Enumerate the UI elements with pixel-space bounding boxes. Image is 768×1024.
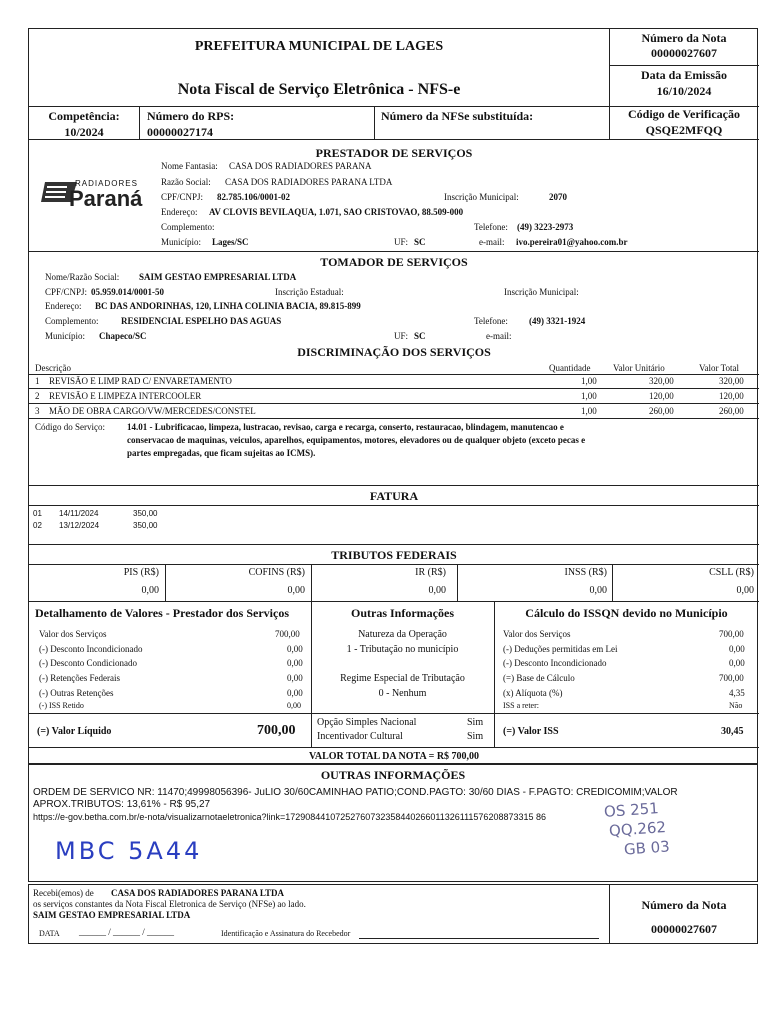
codigo-verificacao-label: Código de Verificação (628, 107, 740, 121)
handwritten-note: OS 251 (603, 799, 660, 821)
parcela-data: 14/11/2024 (59, 509, 99, 518)
inss-label: INSS (R$) (564, 567, 607, 578)
issqn-value: 0,00 (729, 644, 745, 654)
rps-label: Número do RPS: (147, 109, 235, 123)
incentivador-value: Sim (467, 731, 484, 742)
nome-fantasia-label: Nome Fantasia: (161, 161, 218, 171)
tomador-endereco: BC DAS ANDORINHAS, 120, LINHA COLINIA BACIA, 89.815-899 (95, 301, 361, 311)
tomador-cnpj-label: CPF/CNPJ: (45, 287, 88, 297)
tomador-telefone-label: Telefone: (474, 316, 508, 326)
item-number: 3 (35, 406, 40, 416)
header-divider (374, 106, 375, 139)
prestador-endereco-label: Endereço: (161, 207, 198, 217)
simples-value: Sim (467, 717, 484, 728)
recibo-numero: 00000027607 (651, 922, 717, 936)
item-total: 120,00 (719, 391, 744, 401)
inscricao-municipal: 2070 (549, 192, 567, 202)
natureza-value: 1 - Tributação no município (346, 644, 459, 655)
header-divider (139, 106, 140, 139)
tomador-uf-label: UF: (394, 331, 409, 341)
valor-liquido-label: (=) Valor Líquido (37, 726, 112, 737)
issqn-value: 4,35 (729, 688, 745, 698)
data-label: DATA (39, 929, 60, 938)
logo-text: Paraná (69, 186, 143, 211)
prestador-complemento-label: Complemento: (161, 222, 215, 232)
issqn-label: (=) Base de Cálculo (503, 673, 575, 683)
assinatura-label: Identificação e Assinatura do Recebedor (221, 929, 351, 938)
issqn-value: 700,00 (719, 673, 744, 683)
issqn-label: (x) Alíquota (%) (503, 688, 563, 698)
handwritten-note: QQ.262 (608, 818, 667, 840)
section-divider (29, 564, 759, 565)
competencia-label: Competência: (48, 109, 120, 123)
detalhe-value: 0,00 (287, 673, 303, 683)
outras-info-title: Outras Informações (351, 606, 454, 620)
header-divider (609, 65, 759, 66)
outras-informacoes-linha1: ORDEM DE SERVICO NR: 11470;49998056396- JuLIO 30/60CAMINHAO PATIO;COND.PAGTO: 30/60 DIAS - F.PAGTO: CREDICOMIM;VALOR (33, 787, 678, 798)
valor-iss-label: (=) Valor ISS (503, 726, 559, 737)
natureza-label: Natureza da Operação (358, 629, 447, 640)
prestador-cnpj: 82.785.106/0001-02 (217, 192, 290, 202)
prestador-email: ivo.pereira01@yahoo.com.br (516, 237, 628, 247)
regime-value: 0 - Nenhum (378, 688, 427, 699)
tomador-email-label: e-mail: (486, 331, 512, 341)
handwritten-note: GB 03 (623, 837, 671, 859)
tomador-complemento-label: Complemento: (45, 316, 99, 326)
prestador-endereco: AV CLOVIS BEVILAQUA, 1.071, SAO CRISTOVAO, 88.509-000 (209, 207, 464, 217)
detalhe-value: 0,00 (287, 688, 303, 698)
section-divider (29, 505, 759, 506)
csll-value: 0,00 (736, 585, 754, 596)
item-unitario: 260,00 (649, 406, 674, 416)
issqn-label: ISS a reter: (503, 701, 539, 710)
item-quantidade: 1,00 (581, 391, 597, 401)
codigo-servico-linha3: partes empregadas, que ficam sujeitas ao ICMS). (127, 448, 316, 458)
prestador-telefone: (49) 3223-2973 (517, 222, 574, 232)
razao-social-label: Razão Social: (161, 177, 211, 187)
detalhe-label: Valor dos Serviços (39, 629, 107, 639)
prestador-uf-label: UF: (394, 237, 409, 247)
prefeitura-title: PREFEITURA MUNICIPAL DE LAGES (194, 39, 444, 54)
item-unitario: 120,00 (649, 391, 674, 401)
handwritten-note-blue: MBC 5A44 (55, 837, 203, 865)
table-divider (29, 418, 759, 419)
section-divider (29, 544, 759, 545)
prestador-telefone-label: Telefone: (474, 222, 508, 232)
item-quantidade: 1,00 (581, 376, 597, 386)
cofins-value: 0,00 (287, 585, 305, 596)
prestador-title: PRESTADOR DE SERVIÇOS (315, 146, 473, 160)
data-emissao: 16/10/2024 (656, 84, 712, 98)
col-descricao: Descrição (35, 363, 71, 373)
table-divider (29, 388, 759, 389)
tomador-cnpj: 05.959.014/0001-50 (91, 287, 164, 297)
tomador-nome-label: Nome/Razão Social: (45, 272, 120, 282)
detalhe-value: 700,00 (275, 629, 300, 639)
valor-total-nota: VALOR TOTAL DA NOTA = R$ 700,00 (308, 751, 480, 762)
section-divider (29, 747, 759, 748)
parcela-valor: 350,00 (133, 521, 158, 530)
detalhe-value: 0,00 (287, 658, 303, 668)
tomador-municipio: Chapeco/SC (99, 331, 147, 341)
recebemos-de: CASA DOS RADIADORES PARANA LTDA (111, 888, 285, 898)
ir-value: 0,00 (428, 585, 446, 596)
item-quantidade: 1,00 (581, 406, 597, 416)
item-unitario: 320,00 (649, 376, 674, 386)
tomador-complemento: RESIDENCIAL ESPELHO DAS AGUAS (121, 316, 282, 326)
data-emissao-label: Data da Emissão (640, 68, 727, 82)
section-divider (29, 485, 759, 486)
detalhe-value: 0,00 (287, 644, 303, 654)
section-divider (29, 601, 759, 602)
prestador-municipio-label: Município: (161, 237, 201, 247)
numero-nota-label: Número da Nota (641, 31, 727, 45)
simples-label: Opção Simples Nacional (317, 717, 417, 728)
prestador-municipio: Lages/SC (212, 237, 249, 247)
incentivador-label: Incentivador Cultural (317, 731, 403, 742)
prestador-cnpj-label: CPF/CNPJ: (161, 192, 204, 202)
issqn-title: Cálculo do ISSQN devido no Município (525, 606, 728, 620)
tomador-municipio-label: Município: (45, 331, 85, 341)
parcela-valor: 350,00 (133, 509, 158, 518)
table-divider (29, 403, 759, 404)
document-title: Nota Fiscal de Serviço Eletrônica - NFS-e (177, 81, 461, 98)
detalhe-label: (-) Desconto Incondicionado (39, 644, 143, 654)
numero-nota: 00000027607 (651, 46, 717, 60)
tomador-title: TOMADOR DE SERVIÇOS (320, 255, 468, 269)
recibo-texto: os serviços constantes da Nota Fiscal Eletronica de Serviço (NFSe) ao lado. (33, 899, 306, 909)
item-total: 260,00 (719, 406, 744, 416)
valor-liquido: 700,00 (257, 723, 296, 738)
item-number: 1 (35, 376, 40, 386)
item-number: 2 (35, 391, 40, 401)
detalhe-label: (-) Desconto Condicionado (39, 658, 137, 668)
item-descricao: REVISÃO E LIMP RAD C/ ENVARETAMENTO (49, 376, 232, 386)
cofins-label: COFINS (R$) (248, 567, 305, 578)
tomador-endereco-label: Endereço: (45, 301, 82, 311)
item-descricao: MÃO DE OBRA CARGO/VW/MERCEDES/CONSTEL (49, 406, 256, 416)
parcela-numero: 01 (33, 509, 42, 518)
codigo-servico-linha1: 14.01 - Lubrificacao, limpeza, lustracao, revisao, carga e recarga, conserto, restauracao, blindagem, manutencao e (127, 422, 564, 432)
data-blank: ______ / ______ / ______ (79, 927, 175, 937)
codigo-verificacao: QSQE2MFQQ (645, 123, 723, 137)
table-divider (29, 374, 759, 375)
inss-value: 0,00 (589, 585, 607, 596)
nfse-document (28, 28, 758, 764)
csll-label: CSLL (R$) (709, 567, 754, 578)
tributos-title: TRIBUTOS FEDERAIS (331, 548, 457, 562)
codigo-servico-linha2: conservacao de maquinas, veiculos, aparelhos, equipamentos, motores, elevadores ou de qualquer objeto (exceto pecas e (127, 435, 586, 445)
col-valor-total: Valor Total (699, 363, 739, 373)
issqn-label: (-) Deduções permitidas em Lei (503, 644, 618, 654)
issqn-label: (-) Desconto Incondicionado (503, 658, 607, 668)
signature-line (359, 938, 599, 939)
recibo-tomador: SAIM GESTAO EMPRESARIAL LTDA (33, 910, 191, 920)
rps-number: 00000027174 (147, 125, 213, 139)
detalhe-value: 0,00 (287, 701, 301, 710)
receipt-stub (28, 884, 758, 944)
detalhe-label: (-) Outras Retenções (39, 688, 114, 698)
section-divider (29, 713, 759, 714)
ir-label: IR (R$) (415, 567, 446, 578)
item-descricao: REVISÃO E LIMPEZA INTERCOOLER (49, 391, 202, 401)
tomador-uf: SC (414, 331, 426, 341)
tomador-inscricao-municipal-label: Inscrição Municipal: (504, 287, 579, 297)
regime-label: Regime Especial de Tributação (340, 673, 465, 684)
prestador-email-label: e-mail: (479, 237, 505, 247)
logo-small-text: RADIADORES (75, 179, 138, 188)
issqn-label: Valor dos Serviços (503, 629, 571, 639)
outras-informacoes-linha2: APROX.TRIBUTOS: 13,61% - R$ 95,27 (33, 799, 211, 810)
competencia: 10/2024 (64, 125, 104, 139)
detalhe-label: (-) Retenções Federais (39, 673, 120, 683)
issqn-value: 700,00 (719, 629, 744, 639)
column-divider (494, 601, 495, 747)
outras-informacoes-title: OUTRAS INFORMAÇÕES (320, 768, 466, 782)
nome-fantasia: CASA DOS RADIADORES PARANA (229, 161, 372, 171)
inscricao-estadual-label: Inscrição Estadual: (275, 287, 344, 297)
detalhe-label: (-) ISS Retido (39, 701, 84, 710)
nfse-substituida-label: Número da NFSe substituída: (381, 109, 534, 123)
codigo-servico-label: Código do Serviço: (35, 422, 105, 432)
parcela-data: 13/12/2024 (59, 521, 100, 530)
fatura-title: FATURA (369, 489, 419, 503)
outras-informacoes-link: https://e-gov.betha.com.br/e-nota/visualizarnotaeletronica?link=17290844107252760732358440266011326111576208873315 86 (33, 812, 546, 822)
item-total: 320,00 (719, 376, 744, 386)
servicos-title: DISCRIMINAÇÃO DOS SERVIÇOS (297, 345, 491, 359)
col-quantidade: Quantidade (549, 363, 591, 373)
recibo-numero-label: Número da Nota (641, 898, 727, 912)
detalhamento-title: Detalhamento de Valores - Prestador dos Serviços (35, 606, 289, 620)
prestador-uf: SC (414, 237, 426, 247)
valor-iss: 30,45 (721, 726, 744, 737)
razao-social: CASA DOS RADIADORES PARANA LTDA (225, 177, 393, 187)
outras-informacoes-box (28, 764, 758, 882)
parcela-numero: 02 (33, 521, 42, 530)
tomador-telefone: (49) 3321-1924 (529, 316, 586, 326)
pis-value: 0,00 (141, 585, 159, 596)
inscricao-municipal-label: Inscrição Municipal: (444, 192, 519, 202)
section-divider (29, 251, 759, 252)
issqn-value: Não (729, 701, 743, 710)
tomador-nome: SAIM GESTAO EMPRESARIAL LTDA (139, 272, 297, 282)
recebemos-label: Recebi(emos) de (33, 888, 94, 898)
issqn-value: 0,00 (729, 658, 745, 668)
col-valor-unitario: Valor Unitário (613, 363, 665, 373)
pis-label: PIS (R$) (123, 567, 159, 578)
